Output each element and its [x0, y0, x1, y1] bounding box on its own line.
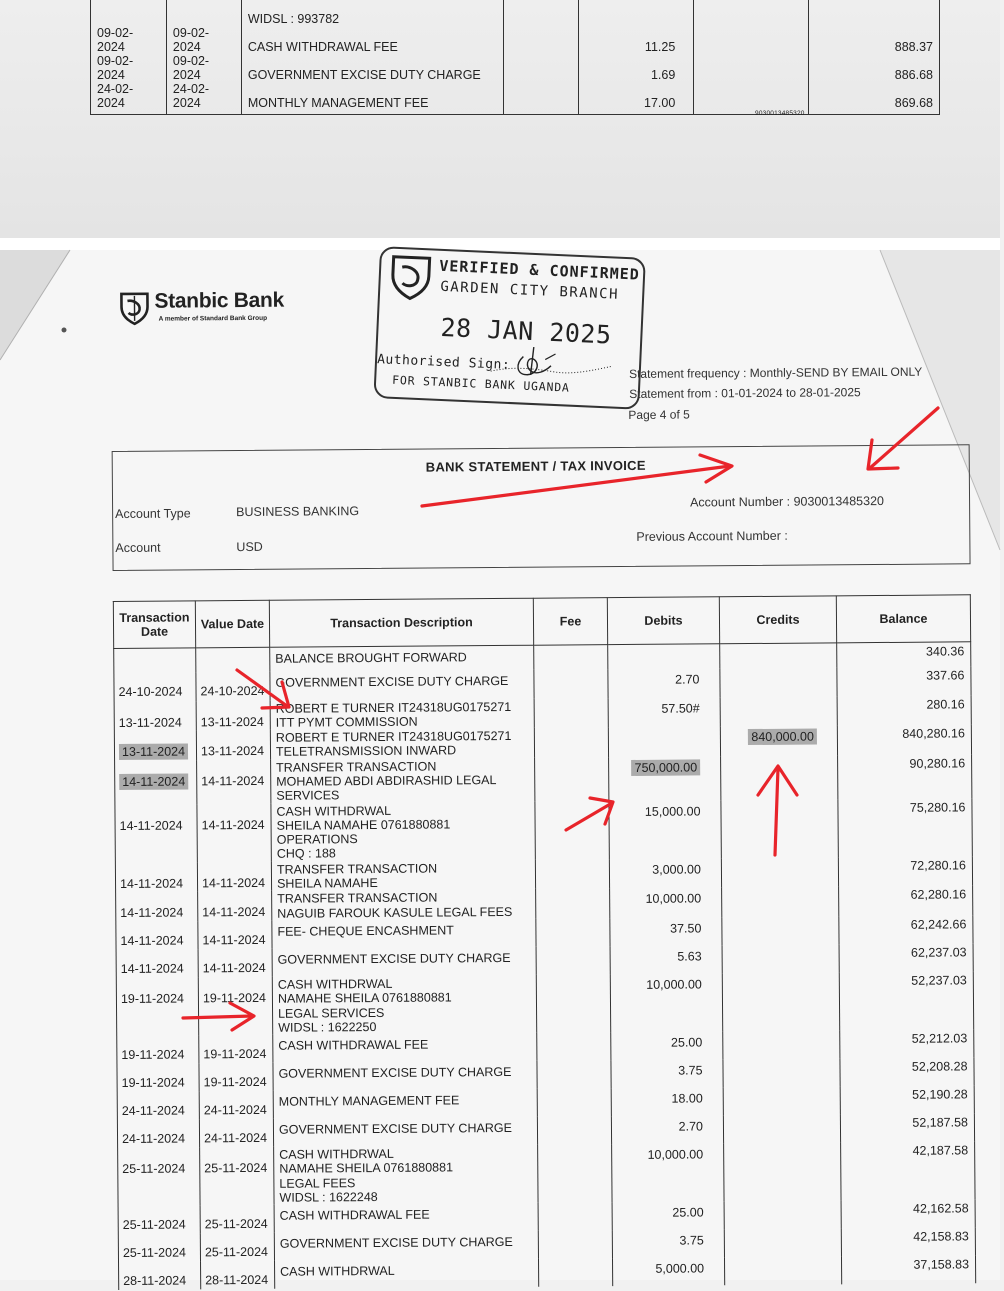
account-type-label: Account Type	[115, 506, 191, 522]
fee	[537, 1060, 611, 1089]
credit-amount: 840,000.00	[748, 729, 817, 746]
stamp-branch-text: GARDEN CITY BRANCH	[440, 278, 620, 303]
balance: 52,208.28	[840, 1057, 974, 1086]
value-date: 24-02-2024	[166, 82, 241, 115]
credit	[694, 26, 809, 54]
description-line: SHEILA NAMAHE 0761880881	[276, 817, 451, 833]
debit-amount: 750,000.00	[632, 759, 701, 776]
table-row	[91, 26, 940, 54]
transaction-date: 09-02-2024	[91, 54, 167, 82]
value-date: 24-11-2024	[199, 1091, 273, 1120]
transaction-date: 09-02-2024	[91, 26, 167, 54]
balance: 52,187.58	[840, 1113, 974, 1142]
value-date: 24-10-2024	[196, 671, 270, 701]
fee	[534, 669, 608, 699]
stamp-sign-label: Authorised Sign:	[376, 352, 511, 373]
description-cell	[271, 801, 535, 861]
description-line: TRANSFER TRANSACTION	[276, 759, 437, 775]
description-line: GOVERNMENT EXCISE DUTY CHARGE	[278, 1121, 512, 1137]
debit-cell	[610, 888, 722, 918]
transaction-date-cell	[114, 701, 196, 731]
transaction-date: 24-02-2024	[91, 82, 167, 115]
fee	[538, 1202, 612, 1231]
transaction-date: 19-11-2024	[121, 1075, 185, 1091]
balance: 90,280.16	[838, 754, 972, 799]
balance: 886.68	[809, 54, 940, 82]
description-line: BALANCE BROUGHT FORWARD	[275, 650, 467, 666]
credit-cell	[720, 696, 837, 727]
transaction-date: 14-11-2024	[119, 876, 184, 891]
fee	[538, 1258, 612, 1287]
credit-cell	[721, 857, 838, 888]
transaction-date: 28-11-2024	[123, 1273, 187, 1289]
col-debits: Debits	[607, 597, 719, 645]
description-line: MOHAMED ABDI ABDIRASHID LEGAL	[276, 773, 497, 789]
balance: 62,242.66	[839, 915, 973, 944]
description-cell	[270, 698, 534, 730]
debit-amount: 18.00	[671, 1091, 703, 1106]
balance: 340.36	[837, 642, 971, 667]
col-description: Transaction Description	[269, 598, 533, 647]
description-cell	[271, 859, 535, 891]
balance: 62,237.03	[839, 943, 973, 972]
value-date: 14-11-2024	[198, 949, 272, 978]
description-line: GOVERNMENT EXCISE DUTY CHARGE	[277, 950, 511, 967]
transaction-date: 14-11-2024	[120, 933, 184, 948]
description-line: CASH WITHDRWAL	[276, 803, 392, 819]
transaction-date-cell	[115, 862, 197, 892]
transaction-date: 24-11-2024	[121, 1131, 186, 1147]
debit-cell	[612, 1202, 724, 1231]
description-cell	[271, 757, 535, 803]
debit-amount: 15,000.00	[644, 804, 701, 819]
balance: 337.66	[837, 666, 971, 696]
fee	[536, 946, 610, 975]
account-type-value: BUSINESS BANKING	[236, 504, 360, 520]
debit-cell	[608, 697, 720, 727]
credit	[694, 0, 809, 26]
debit-cell	[611, 1115, 723, 1144]
balance: 280.16	[837, 695, 971, 726]
col-fee: Fee	[533, 598, 607, 646]
description-line: TRANSFER TRANSACTION	[277, 890, 438, 907]
value-date: 14-11-2024	[197, 862, 271, 892]
balance: 869.68	[809, 82, 940, 115]
description-line: OPERATIONS	[276, 832, 358, 847]
description-line: CASH WITHDRWAL	[279, 1146, 394, 1162]
debit-cell	[612, 1143, 724, 1202]
value-date: 28-11-2024	[201, 1261, 275, 1290]
debit-amount: 5.63	[677, 949, 702, 964]
debit-amount: 10,000.00	[646, 977, 702, 992]
fee	[537, 1116, 611, 1145]
fee	[503, 0, 579, 26]
transaction-date-cell	[116, 921, 198, 950]
debit-cell	[610, 945, 722, 974]
table-row	[91, 0, 940, 26]
fee	[503, 26, 579, 54]
credit-cell	[724, 1229, 841, 1258]
fee	[538, 1144, 612, 1203]
description-line: ITT PYMT COMMISSION	[275, 714, 418, 730]
balance: 52,190.28	[840, 1085, 974, 1114]
description-line: CASH WITHDRAWAL FEE	[279, 1207, 430, 1224]
debit-cell	[608, 644, 720, 669]
description: MONTHLY MANAGEMENT FEE	[241, 82, 503, 115]
transaction-date: 14-11-2024	[119, 773, 188, 790]
value-date: 13-11-2024	[196, 700, 270, 730]
fee	[534, 698, 608, 728]
description-cell	[274, 1203, 538, 1233]
balance: 75,280.16	[838, 798, 972, 857]
balance: 62,280.16	[839, 886, 973, 917]
debit-amount: 2.70	[678, 1119, 704, 1134]
bank-name: Stanbic Bank	[154, 288, 284, 313]
value-date: 13-11-2024	[196, 730, 270, 760]
description-line: MONTHLY MANAGEMENT FEE	[278, 1093, 460, 1109]
debit-cell	[611, 1059, 723, 1088]
fee	[534, 727, 608, 757]
description-cell	[274, 1145, 538, 1205]
table-row	[119, 1256, 976, 1291]
table-row	[115, 798, 972, 863]
description-line: LEGAL SERVICES	[278, 1005, 385, 1021]
fee	[537, 1032, 611, 1061]
description-cell	[270, 728, 534, 760]
description-line: CASH WITHDRWAL	[277, 976, 393, 992]
transaction-date-cell	[117, 1120, 199, 1149]
transaction-date-cell	[114, 672, 196, 702]
description-cell	[272, 919, 536, 949]
previous-page-table	[90, 0, 940, 115]
value-date: 14-11-2024	[198, 921, 272, 950]
bank-tagline: A member of Standard Bank Group	[158, 314, 268, 323]
description-line: GOVERNMENT EXCISE DUTY CHARGE	[278, 1065, 512, 1081]
debit-amount: 3.75	[679, 1233, 704, 1248]
previous-account-number: Previous Account Number :	[636, 528, 788, 544]
transaction-date: 13-11-2024	[118, 714, 182, 730]
debit-amount: 25.00	[670, 1035, 703, 1050]
credit-cell	[720, 725, 837, 756]
fee	[538, 1230, 612, 1259]
description-cell	[273, 1033, 537, 1063]
description-line: SHEILA NAMAHE	[276, 876, 378, 891]
value-date: 19-11-2024	[199, 1063, 273, 1092]
description-line: WIDSL : 1622250	[278, 1019, 377, 1035]
debit-cell	[608, 726, 720, 756]
value-date: 09-02-2024	[166, 54, 241, 82]
description-line: NAMAHE SHEILA 0761880881	[279, 1160, 454, 1177]
credit-cell	[724, 1142, 841, 1201]
col-value-date: Value Date	[195, 600, 269, 648]
account-number: Account Number : 9030013485320	[690, 493, 885, 510]
stanbic-shield-icon	[118, 291, 150, 325]
value-date: 14-11-2024	[197, 759, 271, 803]
debit: 1.69	[579, 54, 694, 82]
balance: 42,162.58	[841, 1200, 975, 1229]
table-row	[91, 82, 940, 115]
value-date: 14-11-2024	[198, 891, 272, 921]
fee	[536, 974, 610, 1033]
description-line: ROBERT E TURNER IT24318UG0175271	[275, 699, 512, 716]
credit-cell	[721, 755, 838, 800]
debit-cell	[612, 1258, 724, 1287]
debit-cell	[608, 668, 720, 698]
description-line: GOVERNMENT EXCISE DUTY CHARGE	[275, 673, 509, 690]
value-date	[166, 0, 241, 26]
fee	[536, 918, 610, 947]
value-date: 24-11-2024	[199, 1119, 273, 1148]
col-credits: Credits	[719, 596, 836, 644]
statement-period: Statement from : 01-01-2024 to 28-01-2025	[629, 385, 861, 401]
statement-content	[0, 246, 1004, 1289]
bank-logo	[118, 289, 318, 331]
credit-cell	[723, 1086, 840, 1115]
credit-cell	[724, 1257, 841, 1286]
account-currency-label: Account	[115, 540, 161, 556]
credit	[694, 54, 809, 82]
description-cell	[272, 975, 536, 1035]
balance: 42,187.58	[841, 1141, 975, 1200]
table-row	[115, 754, 972, 805]
col-balance: Balance	[836, 595, 970, 643]
statement-frequency: Statement frequency : Monthly-SEND BY EMAIL ONLY	[628, 364, 923, 381]
transaction-date-cell	[114, 648, 196, 673]
credit-cell	[723, 1030, 840, 1059]
transaction-date: 25-11-2024	[122, 1217, 186, 1233]
value-date: 25-11-2024	[200, 1233, 274, 1262]
description-line: ROBERT E TURNER IT24318UG0175271	[275, 729, 512, 745]
fee	[534, 645, 608, 670]
fee	[503, 54, 579, 82]
page-number: Page 4 of 5	[628, 407, 690, 422]
description-cell	[274, 1231, 538, 1261]
description-cell	[270, 669, 534, 700]
table-row	[91, 54, 940, 82]
debit-cell	[609, 756, 721, 801]
page-footer-account-number: 9030013485320	[755, 110, 805, 117]
previous-page-fragment	[0, 0, 1000, 238]
credit-cell	[723, 1058, 840, 1087]
stamp-verified-text: VERIFIED & CONFIRMED	[438, 256, 641, 284]
credit-cell	[724, 1201, 841, 1230]
debit-amount: 3.75	[678, 1063, 703, 1078]
debit-cell	[609, 800, 721, 859]
description-line: WIDSL : 1622248	[279, 1190, 378, 1205]
fee	[503, 82, 579, 115]
description-cell	[272, 889, 536, 921]
balance: 42,158.83	[841, 1228, 975, 1257]
credit-cell	[720, 643, 837, 668]
description-cell	[273, 1117, 537, 1147]
transaction-date: 25-11-2024	[122, 1161, 186, 1177]
account-currency-value: USD	[236, 539, 263, 555]
table-header-row	[113, 595, 970, 649]
value-date: 25-11-2024	[200, 1147, 274, 1206]
col-transaction-date: Transaction Date	[113, 601, 195, 649]
description-line: SERVICES	[276, 788, 340, 804]
credit-cell	[722, 916, 839, 945]
value-date	[196, 647, 270, 672]
stamp-for-text: FOR STANBIC BANK UGANDA	[391, 372, 571, 395]
description: GOVERNMENT EXCISE DUTY CHARGE	[241, 54, 503, 82]
description-line: CHQ : 188	[276, 846, 336, 862]
table-row	[118, 1141, 975, 1206]
transaction-date-cell	[117, 1036, 199, 1065]
transaction-date: 25-11-2024	[122, 1245, 187, 1261]
transaction-date-cell	[115, 804, 197, 863]
transaction-date: 14-11-2024	[120, 961, 184, 976]
debit: 11.25	[579, 26, 694, 54]
transaction-date: 19-11-2024	[120, 991, 185, 1006]
description-cell	[273, 1061, 537, 1091]
debit-cell	[610, 973, 722, 1032]
value-date: 14-11-2024	[197, 803, 271, 862]
transaction-date-cell	[118, 1234, 200, 1263]
description-line: TELETRANSMISSION INWARD	[275, 743, 457, 760]
transaction-date-cell	[115, 760, 197, 805]
fee	[537, 1088, 611, 1117]
description-line: LEGAL FEES	[279, 1175, 356, 1191]
debit-cell	[609, 858, 721, 888]
description-line: NAMAHE SHEILA 0761880881	[277, 990, 452, 1007]
transaction-date-cell	[117, 1092, 199, 1121]
debit-amount: 5,000.00	[655, 1261, 705, 1277]
transaction-date	[91, 0, 167, 26]
credit-cell	[722, 887, 839, 918]
balance	[809, 0, 940, 26]
balance: 52,212.03	[840, 1029, 974, 1058]
debit	[579, 0, 694, 26]
description-cell	[275, 1259, 539, 1289]
table-row	[116, 971, 973, 1036]
debit-cell	[611, 1087, 723, 1116]
transaction-date: 24-11-2024	[121, 1103, 185, 1119]
balance: 840,280.16	[837, 724, 971, 755]
description-line: TRANSFER TRANSACTION	[276, 861, 438, 877]
description: CASH WITHDRAWAL FEE	[241, 26, 503, 54]
credit-cell	[723, 1114, 840, 1143]
transaction-date-cell	[118, 1148, 200, 1207]
fee	[535, 757, 609, 801]
description-line: GOVERNMENT EXCISE DUTY CHARGE	[279, 1235, 513, 1252]
debit-cell	[612, 1230, 724, 1259]
value-date: 19-11-2024	[199, 1035, 273, 1064]
fee	[535, 801, 609, 860]
description-line: FEE- CHEQUE ENCASHMENT	[277, 923, 454, 939]
transaction-date: 24-10-2024	[118, 683, 183, 699]
stamp-date: 28 JAN 2025	[439, 312, 613, 350]
credit-cell	[722, 972, 839, 1031]
transaction-date: 14-11-2024	[120, 905, 184, 921]
debit-amount: 2.70	[675, 671, 700, 687]
fee	[536, 889, 610, 919]
description-cell	[272, 947, 536, 977]
debit-amount: 25.00	[672, 1205, 704, 1220]
transaction-date-cell	[118, 1206, 200, 1235]
debit-amount: 57.50#	[661, 700, 700, 716]
transaction-date: 13-11-2024	[119, 744, 188, 761]
verification-stamp	[373, 246, 644, 408]
value-date: 19-11-2024	[198, 977, 272, 1036]
transaction-date-cell	[116, 892, 198, 922]
value-date: 25-11-2024	[200, 1205, 274, 1234]
credit-cell	[721, 799, 838, 858]
stamp-shield-icon	[388, 253, 434, 303]
description-line: NAGUIB FAROUK KASULE LEGAL FEES	[277, 904, 513, 921]
value-date: 09-02-2024	[166, 26, 241, 54]
debit: 17.00	[579, 82, 694, 115]
debit-amount: 3,000.00	[652, 862, 701, 877]
debit-amount: 10,000.00	[645, 891, 702, 907]
description-cell	[270, 645, 534, 671]
transaction-date-cell	[116, 977, 198, 1036]
debit-cell	[611, 1031, 723, 1060]
debit-cell	[610, 917, 722, 946]
debit-amount: 10,000.00	[647, 1147, 704, 1162]
description-line: CASH WITHDRWAL	[280, 1264, 395, 1280]
balance: 888.37	[809, 26, 940, 54]
balance: 37,158.83	[841, 1256, 975, 1285]
description: WIDSL : 993782	[241, 0, 503, 26]
description-cell	[273, 1089, 537, 1119]
transaction-date-cell	[119, 1262, 201, 1291]
transactions-table	[113, 594, 976, 1290]
credit-cell	[720, 667, 837, 697]
transaction-date: 19-11-2024	[121, 1047, 185, 1063]
statement-title: BANK STATEMENT / TAX INVOICE	[425, 457, 646, 475]
fee	[535, 859, 609, 889]
debit-amount: 37.50	[670, 921, 702, 936]
transaction-date-cell	[114, 730, 196, 760]
transaction-date-cell	[116, 949, 198, 978]
credit-cell	[722, 944, 839, 973]
balance: 52,237.03	[839, 971, 973, 1030]
statement-page	[0, 250, 1000, 1289]
transaction-date: 14-11-2024	[119, 818, 183, 833]
transaction-date-cell	[117, 1064, 199, 1093]
description-line: CASH WITHDRAWAL FEE	[278, 1037, 429, 1053]
balance: 72,280.16	[838, 856, 972, 887]
